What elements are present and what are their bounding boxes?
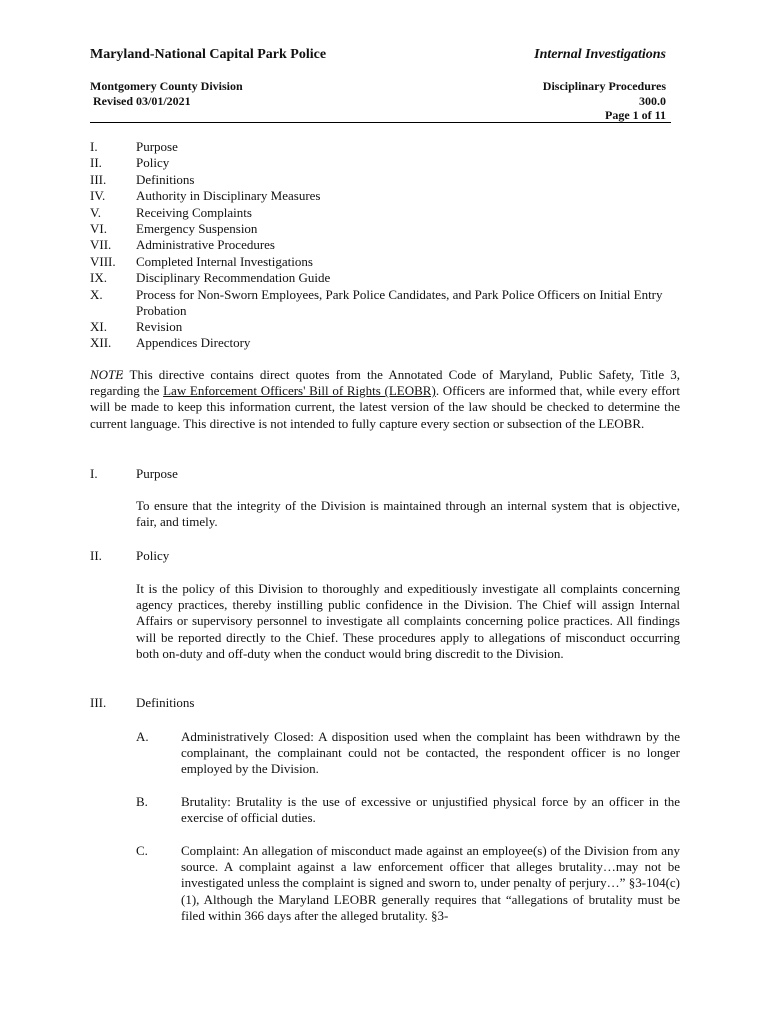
section-heading-policy: Policy <box>136 548 170 563</box>
note-label: NOTE <box>90 367 124 382</box>
toc-title: Administrative Procedures <box>136 237 275 253</box>
revised-date: Revised 03/01/2021 <box>93 94 191 108</box>
toc-number: V. <box>90 204 101 220</box>
toc-title: Receiving Complaints <box>136 204 252 220</box>
toc-number: IX. <box>90 270 107 286</box>
toc-title: Definitions <box>136 171 195 187</box>
toc-title: Disciplinary Recommendation Guide <box>136 270 331 286</box>
definition-text: Brutality: Brutality is the use of excessive or unjustified physical force by an officer in the exercise of official duties. <box>181 794 680 826</box>
section-number: I. <box>90 466 98 481</box>
section-name: Internal Investigations <box>534 47 666 62</box>
definition-letter: C. <box>136 843 148 858</box>
toc-number: VII. <box>90 237 112 253</box>
toc-number: I. <box>90 139 98 154</box>
toc-number: XII. <box>90 335 112 351</box>
document-number: 300.0 <box>639 94 666 108</box>
toc-title: Authority in Disciplinary Measures <box>136 188 321 204</box>
page-number: Page 1 of 11 <box>605 108 666 122</box>
toc-number: VI. <box>90 221 107 236</box>
toc-title: Process for Non-Sworn Employees, Park Police Candidates, and Park Police Officers on Initial Entry Probation <box>136 286 663 318</box>
section-number: III. <box>90 695 107 710</box>
org-name: Maryland-National Capital Park Police <box>90 47 327 62</box>
note-paragraph <box>90 367 680 432</box>
definition-text: Complaint: An allegation of misconduct made against an employee(s) of the Division from any source. A complaint against a law enforcement officer that alleges brutality…may not be investigated unless the complaint is signed and sworn to, under penalty of perjury…” §3-104(c)(1), Although the Maryland LEOBR generally requires that “allegations of brutality must be filed within 366 days after the alleged brutality. §3- <box>181 843 680 923</box>
note-text-end: . Officers are informed that, while every effort will be made to keep this information current, the latest version of the law should be checked to determine the current language. This directive is not intended to fully capture every section or subsection of the LEOBR. <box>90 383 680 431</box>
toc-number: VIII. <box>90 253 116 269</box>
toc-title: Appendices Directory <box>136 335 251 351</box>
toc-number: II. <box>90 155 102 171</box>
toc-title: Emergency Suspension <box>136 221 258 236</box>
note-text-start: : This directive contains direct quotes from the Annotated Code of Maryland, Public Safety, Title 3, regarding the <box>90 367 680 399</box>
toc-title: Policy <box>136 155 170 171</box>
toc-number: IV. <box>90 188 106 204</box>
definition-text: Administratively Closed: A disposition used when the complaint has been withdrawn by the complainant, the complainant could not be contacted, the respondent officer is no longer employed by the Division. <box>181 729 680 777</box>
toc-number: III. <box>90 171 107 187</box>
toc-title: Completed Internal Investigations <box>136 253 313 269</box>
definition-letter: A. <box>136 729 149 744</box>
leobr-link[interactable]: Law Enforcement Officers' Bill of Rights (LEOBR) <box>163 383 436 399</box>
policy-text: It is the policy of this Division to thoroughly and expeditiously investigate all complaints concerning agency practices, thereby instilling public confidence in the Division. The Chief will assign Internal Affairs or supervisory personnel to investigate all complaints concerning police practices. All findings will be reported directly to the Chief. These procedures apply to allegations of misconduct occurring both on-duty and off-duty when the conduct would bring discredit to the Division. <box>136 581 680 661</box>
section-heading-purpose: Purpose <box>136 466 178 481</box>
toc-number: XI. <box>90 319 107 334</box>
toc-number: X. <box>90 286 103 302</box>
toc-title: Revision <box>136 319 183 334</box>
division-name: Montgomery County Division <box>90 79 243 93</box>
section-number: II. <box>90 548 102 563</box>
definition-letter: B. <box>136 794 148 809</box>
purpose-text: To ensure that the integrity of the Division is maintained through an internal system that is objective, fair, and timely. <box>136 498 680 530</box>
document-title: Disciplinary Procedures <box>542 79 666 93</box>
header-rule <box>90 122 671 123</box>
toc-title: Purpose <box>136 139 178 154</box>
section-heading-definitions: Definitions <box>136 695 195 710</box>
